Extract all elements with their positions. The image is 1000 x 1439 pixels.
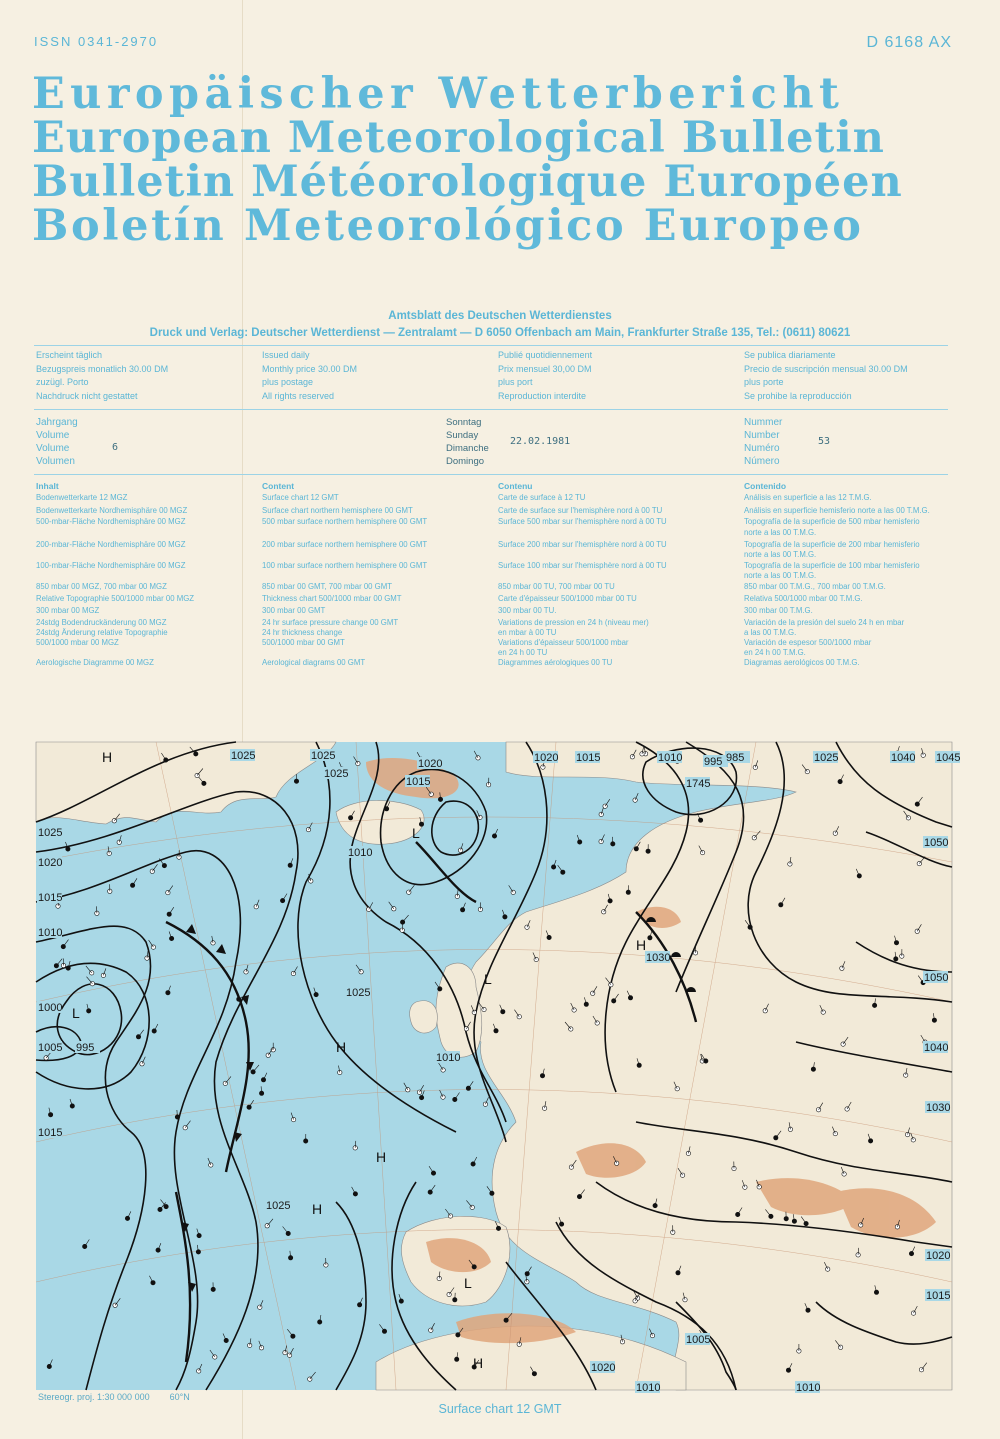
contents-item-es: norte a las 00 T.M.G. bbox=[744, 528, 817, 537]
contents-item-es: Topografía de la superficie de 200 mbar hemisferio bbox=[744, 540, 920, 549]
ireland bbox=[410, 1001, 438, 1033]
info-line: Issued daily bbox=[262, 350, 310, 360]
contents-header: Contenido bbox=[744, 481, 787, 491]
number-labels bbox=[744, 416, 782, 468]
station-marker bbox=[857, 874, 861, 878]
station-marker bbox=[833, 1131, 837, 1135]
contents-item-fr: en mbar à 00 TU bbox=[498, 628, 557, 637]
contents-item-es: Variación de la presión del suelo 24 h en mbar bbox=[744, 618, 905, 627]
wind-barb bbox=[283, 1227, 289, 1234]
high-pressure-centre: H bbox=[336, 1039, 347, 1055]
info-line: plus postage bbox=[262, 377, 314, 387]
isobar-label: 1040 bbox=[891, 752, 916, 764]
station-marker bbox=[244, 970, 248, 974]
station-marker bbox=[464, 1027, 468, 1031]
contents-item-de: 300 mbar 00 MGZ bbox=[36, 606, 100, 615]
map-title-time: 12 GMT bbox=[516, 1402, 562, 1416]
contents-item-de: Aerologische Diagramme 00 MGZ bbox=[36, 658, 154, 667]
station-marker bbox=[266, 1053, 270, 1057]
info-line: Prix mensuel 30,00 DM bbox=[498, 363, 592, 374]
station-marker bbox=[476, 756, 480, 760]
contents-item-en: 500/1000 mbar 00 GMT bbox=[262, 638, 345, 647]
contents-item-fr: Diagrammes aérologiques 00 TU bbox=[498, 658, 613, 667]
low-pressure-centre: L bbox=[464, 1275, 472, 1291]
contents-item-fr: Variations de pression en 24 h (niveau mer) bbox=[498, 618, 649, 627]
isobar-label: 1020 bbox=[591, 1362, 616, 1374]
isobar-label: 1040 bbox=[924, 1042, 949, 1054]
volume-block bbox=[36, 416, 948, 472]
info-line: Publié quotidiennement bbox=[498, 350, 593, 360]
contents-item-en: Surface chart 12 GMT bbox=[262, 493, 339, 502]
contents-item-en: 300 mbar 00 GMT bbox=[262, 606, 326, 615]
station-marker bbox=[569, 1165, 573, 1169]
info-line: Precio de suscripción mensual 30.00 DM bbox=[744, 363, 908, 374]
info-line: zuzügl. Porto bbox=[36, 377, 89, 387]
station-marker bbox=[367, 907, 371, 911]
station-marker bbox=[804, 1221, 808, 1225]
isobar-label: 1010 bbox=[436, 1052, 461, 1064]
high-pressure-centre: H bbox=[102, 749, 113, 765]
contents-item-es: Diagramas aerológicos 00 T.M.G. bbox=[744, 658, 860, 667]
contents-item-fr: 300 mbar 00 TU. bbox=[498, 606, 557, 615]
isobar-label: 1025 bbox=[814, 752, 839, 764]
day-label: Sunday bbox=[446, 430, 479, 441]
isobar-label: 1015 bbox=[38, 892, 63, 904]
station-marker bbox=[906, 816, 910, 820]
contents-item-es: a las 00 T.M.G. bbox=[744, 628, 797, 637]
high-pressure-centre: H bbox=[636, 937, 647, 953]
station-marker bbox=[166, 991, 170, 995]
station-marker bbox=[140, 1062, 144, 1066]
contents-item-es: Topografía de la superficie de 500 mbar hemisferio bbox=[744, 517, 920, 526]
station-marker bbox=[905, 1132, 909, 1136]
station-marker bbox=[113, 1303, 117, 1307]
isobar-label: 1005 bbox=[38, 1042, 63, 1054]
contents-item-en: 850 mbar 00 GMT, 700 mbar 00 GMT bbox=[262, 582, 392, 591]
station-marker bbox=[640, 752, 644, 756]
contents-item-es: norte a las 00 T.M.G. bbox=[744, 571, 817, 580]
low-pressure-centre: L bbox=[412, 825, 420, 841]
surface-chart bbox=[36, 742, 961, 1394]
wind-barb bbox=[430, 1185, 435, 1192]
station-marker bbox=[894, 941, 898, 945]
wind-barb bbox=[253, 1065, 259, 1072]
isobar-label: 1015 bbox=[576, 752, 601, 764]
station-marker bbox=[438, 987, 442, 991]
title-fr: Bulletin Météorologique Européen bbox=[32, 157, 903, 207]
isobar-label: 985 bbox=[726, 752, 745, 764]
low-pressure-centre: L bbox=[484, 971, 492, 987]
contents-item-fr: Surface 200 mbar sur l'hemisphère nord à 00 TU bbox=[498, 540, 667, 549]
wind-barb bbox=[185, 1121, 190, 1128]
contents-item-fr: 850 mbar 00 TU, 700 mbar 00 TU bbox=[498, 582, 615, 591]
isobar-label: 1010 bbox=[636, 1382, 661, 1394]
contents-item-es: 850 mbar 00 T.M.G., 700 mbar 00 T.M.G. bbox=[744, 582, 886, 591]
station-marker bbox=[382, 1329, 386, 1333]
day-label: Sonntag bbox=[446, 417, 482, 428]
contents-item-fr: Surface 500 mbar sur l'hemisphère nord à 00 TU bbox=[498, 517, 667, 526]
divider bbox=[34, 474, 948, 475]
contents-item-en: Aerological diagrams 00 GMT bbox=[262, 658, 366, 667]
station-marker bbox=[841, 1042, 845, 1046]
contents-headers bbox=[36, 481, 948, 492]
info-de bbox=[36, 349, 262, 403]
number-label: Number bbox=[744, 430, 780, 441]
wind-barb bbox=[267, 1219, 273, 1226]
station-marker bbox=[608, 899, 612, 903]
station-marker bbox=[419, 822, 423, 826]
station-marker bbox=[197, 1233, 201, 1237]
station-marker bbox=[874, 1290, 878, 1294]
contents-item-en: 500 mbar surface northern hemisphere 00 GMT bbox=[262, 517, 428, 526]
contents-item-es: Análisis en superficie hemisferio norte a las 00 T.M.G. bbox=[744, 506, 930, 515]
isobar-label: 1030 bbox=[646, 952, 671, 964]
wind-barb bbox=[210, 1350, 215, 1357]
isobar-label: 1050 bbox=[924, 972, 949, 984]
isobar-label: 1025 bbox=[231, 750, 256, 762]
station-marker bbox=[441, 1095, 445, 1099]
contents-item-en: 24 hr surface pressure change 00 GMT bbox=[262, 618, 399, 627]
issue-number: 53 bbox=[818, 436, 831, 447]
station-marker bbox=[653, 1203, 657, 1207]
contents-item-fr: Variations d'épaisseur 500/1000 mbar bbox=[498, 638, 629, 647]
wind-barb bbox=[409, 885, 415, 892]
isobar-label: 995 bbox=[76, 1042, 95, 1054]
volume-label: Volume bbox=[36, 430, 70, 441]
contents-item-es: en 24 h 00 T.M.G. bbox=[744, 648, 806, 657]
map-title-text: Surface chart bbox=[438, 1402, 513, 1416]
isobar-label: 995 bbox=[704, 756, 723, 768]
wind-barb bbox=[445, 1209, 450, 1216]
wind-barb bbox=[468, 1081, 473, 1088]
station-marker bbox=[599, 812, 603, 816]
isobar-label: 1015 bbox=[38, 1127, 63, 1139]
wind-barb bbox=[63, 940, 68, 947]
station-marker bbox=[478, 815, 482, 819]
contents-item-fr: en 24 h 00 TU bbox=[498, 648, 548, 657]
high-pressure-centre: H bbox=[312, 1201, 323, 1217]
isobar-label: 1020 bbox=[534, 752, 559, 764]
station-marker bbox=[577, 1194, 581, 1198]
info-line: Nachdruck nicht gestattet bbox=[36, 390, 138, 401]
station-marker bbox=[406, 1088, 410, 1092]
surface-chart-svg bbox=[36, 742, 961, 1394]
isobar-label: 1015 bbox=[406, 776, 431, 788]
isobar-label: 1050 bbox=[924, 837, 949, 849]
wind-barb bbox=[85, 1240, 90, 1247]
volume-label: Jahrgang bbox=[36, 417, 78, 428]
contents-item-de: 24stdg Bodendruckänderung 00 MGZ bbox=[36, 618, 167, 627]
info-line: plus porte bbox=[744, 377, 784, 387]
station-marker bbox=[428, 1190, 432, 1194]
number-label: Numéro bbox=[744, 443, 780, 454]
title-es: Boletín Meteorológico Europeo bbox=[32, 201, 864, 251]
isobar-label: 1010 bbox=[796, 1382, 821, 1394]
contents-item-fr: Surface 100 mbar sur l'hemisphère nord à 00 TU bbox=[498, 561, 667, 570]
contents-item-es: norte a las 00 T.M.G. bbox=[744, 550, 817, 559]
info-line: Erscheint täglich bbox=[36, 350, 103, 360]
isobar-label: 1010 bbox=[658, 752, 683, 764]
issn: ISSN 0341-2970 bbox=[34, 34, 159, 49]
station-marker bbox=[833, 831, 837, 835]
high-pressure-centre: H bbox=[473, 1355, 484, 1371]
day-labels bbox=[446, 416, 489, 468]
wind-barb bbox=[389, 902, 394, 909]
contents-item-de: 24stdg Änderung relative Topographie bbox=[36, 628, 168, 637]
station-marker bbox=[156, 1248, 160, 1252]
title-block bbox=[32, 69, 952, 251]
contents-item-de: Relative Topographie 500/1000 mbar 00 MGZ bbox=[36, 594, 195, 603]
station-marker bbox=[517, 1342, 521, 1346]
contents-item-de: 200-mbar-Fläche Nordhemisphäre 00 MGZ bbox=[36, 540, 186, 549]
contents-item-de: 850 mbar 00 MGZ, 700 mbar 00 MGZ bbox=[36, 582, 167, 591]
station-marker bbox=[615, 1161, 619, 1165]
contents-item-en: Surface chart northern hemisphere 00 GMT bbox=[262, 506, 413, 515]
info-line: Se publica diariamente bbox=[744, 350, 836, 360]
wind-barb bbox=[435, 982, 440, 989]
wind-barb bbox=[487, 1186, 492, 1193]
title-en: European Meteorological Bulletin bbox=[32, 113, 885, 163]
isobar-label: 1025 bbox=[324, 768, 349, 780]
station-marker bbox=[748, 925, 752, 929]
station-marker bbox=[429, 792, 433, 796]
station-marker bbox=[559, 1222, 563, 1226]
contents-item-en: 100 mbar surface northern hemisphere 00 GMT bbox=[262, 561, 428, 570]
wind-barb bbox=[455, 1093, 460, 1100]
contents-header: Inhalt bbox=[36, 481, 59, 491]
station-marker bbox=[447, 1292, 451, 1296]
contents-item-es: 300 mbar 00 T.M.G. bbox=[744, 606, 813, 615]
wind-barb bbox=[225, 1076, 231, 1083]
isobar-label: 1020 bbox=[418, 758, 443, 770]
title-de: Europäischer Wetterbericht bbox=[32, 69, 845, 119]
wind-barb bbox=[356, 965, 361, 972]
wind-barb bbox=[169, 907, 174, 914]
station-marker bbox=[525, 925, 529, 929]
station-marker bbox=[291, 1117, 295, 1121]
wind-barb bbox=[558, 865, 563, 872]
contents-item-es: Variación de espesor 500/1000 mbar bbox=[744, 638, 872, 647]
volume-label: Volume bbox=[36, 443, 70, 454]
station-marker bbox=[348, 816, 352, 820]
doc-number: D 6168 AX bbox=[866, 34, 952, 51]
volume-label: Volumen bbox=[36, 456, 75, 467]
day-label: Dimanche bbox=[446, 443, 489, 454]
info-block bbox=[36, 349, 948, 403]
wind-barb bbox=[86, 966, 92, 973]
station-marker bbox=[83, 1244, 87, 1248]
isobar-label: 1015 bbox=[926, 1290, 951, 1302]
info-line: Se prohibe la reproducción bbox=[744, 390, 852, 401]
isobar-label: 1025 bbox=[38, 827, 63, 839]
station-marker bbox=[101, 973, 105, 977]
info-fr bbox=[498, 349, 744, 403]
high-pressure-centre: H bbox=[376, 1149, 387, 1165]
station-marker bbox=[676, 1271, 680, 1275]
station-marker bbox=[136, 1035, 140, 1039]
contents-item-de: 500/1000 mbar 00 MGZ bbox=[36, 638, 119, 647]
station-marker bbox=[47, 1364, 51, 1368]
day-label: Domingo bbox=[446, 456, 485, 467]
contents-item-de: 500-mbar-Fläche Nordhemisphäre 00 MGZ bbox=[36, 517, 186, 526]
wind-barb bbox=[87, 977, 93, 984]
issue-date: 22.02.1981 bbox=[510, 436, 571, 447]
station-marker bbox=[471, 1162, 475, 1166]
isobar-label: 1030 bbox=[926, 1102, 951, 1114]
isobar-label: 1025 bbox=[311, 750, 336, 762]
wind-barb bbox=[115, 1298, 120, 1305]
contents-item-fr: Carte d'épaisseur 500/1000 mbar 00 TU bbox=[498, 594, 637, 603]
info-line: Reproduction interdite bbox=[498, 390, 587, 401]
divider bbox=[34, 409, 948, 410]
info-line: All rights reserved bbox=[262, 390, 335, 401]
isobar-label: 1000 bbox=[38, 1002, 63, 1014]
wind-barb bbox=[149, 940, 154, 947]
station-marker bbox=[494, 1029, 498, 1033]
header-line bbox=[34, 34, 952, 52]
contents-header: Contenu bbox=[498, 481, 533, 491]
station-marker bbox=[431, 1171, 435, 1175]
low-pressure-centre: L bbox=[72, 1005, 80, 1021]
number-label: Número bbox=[744, 456, 780, 467]
isobar-label: 1020 bbox=[38, 857, 63, 869]
contents-item-en: Thickness chart 500/1000 mbar 00 GMT bbox=[262, 594, 402, 603]
station-marker bbox=[261, 1078, 265, 1082]
info-en bbox=[262, 349, 498, 403]
isobar-label: 1005 bbox=[686, 1334, 711, 1346]
wind-barb bbox=[287, 1329, 293, 1336]
number-label: Nummer bbox=[744, 417, 783, 428]
wind-barb bbox=[152, 864, 157, 871]
divider bbox=[34, 345, 948, 346]
wind-barb bbox=[139, 1030, 144, 1037]
publisher-line2: Druck und Verlag: Deutscher Wetterdienst — Zentralamt — D 6050 Offenbach am Main, Frankfurter Straße 135, Tel.: (0611) 80621 bbox=[149, 327, 851, 339]
contents-item-de: Bodenwetterkarte 12 MGZ bbox=[36, 493, 128, 502]
contents-item-es: Relativa 500/1000 mbar 00 T.M.G. bbox=[744, 594, 863, 603]
wind-barb bbox=[403, 915, 409, 922]
station-marker bbox=[357, 1303, 361, 1307]
info-line: Bezugspreis monatlich 30.00 DM bbox=[36, 363, 169, 374]
station-marker bbox=[637, 1063, 641, 1067]
projection-label: Stereogr. proj. 1:30 000 000 bbox=[38, 1392, 150, 1402]
latitude-label: 60°N bbox=[169, 1392, 190, 1402]
info-line: plus port bbox=[498, 377, 533, 387]
station-marker bbox=[909, 1251, 913, 1255]
isobar-label: 1045 bbox=[936, 752, 961, 764]
wind-barb bbox=[466, 1200, 472, 1207]
info-line: Monthly price 30.00 DM bbox=[262, 363, 358, 374]
contents-item-es: Topografía de la superficie de 100 mbar hemisferio bbox=[744, 561, 920, 570]
isobar-label: 1745 bbox=[686, 778, 711, 790]
station-marker bbox=[503, 915, 507, 919]
contents-item-de: 100-mbar-Fläche Nordhemisphäre 00 MGZ bbox=[36, 561, 186, 570]
station-marker bbox=[561, 870, 565, 874]
contents-item-en: 24 hr thickness change bbox=[262, 628, 343, 637]
isobar-label: 1025 bbox=[346, 987, 371, 999]
info-es bbox=[744, 349, 948, 403]
contents-item-en: 200 mbar surface northern hemisphere 00 GMT bbox=[262, 540, 428, 549]
station-marker bbox=[254, 905, 258, 909]
wind-barb bbox=[310, 1372, 316, 1379]
wind-barb bbox=[379, 1324, 384, 1331]
station-marker bbox=[259, 1346, 263, 1350]
station-marker bbox=[419, 1095, 423, 1099]
isobar-label: 1010 bbox=[348, 847, 373, 859]
station-marker bbox=[167, 912, 171, 916]
isobar-label: 1025 bbox=[266, 1200, 291, 1212]
volume-value: 6 bbox=[112, 442, 119, 453]
volume-labels bbox=[36, 416, 78, 468]
station-marker bbox=[466, 1086, 470, 1090]
contents-item-es: Análisis en superficie a las 12 T.M.G. bbox=[744, 493, 872, 502]
wind-barb bbox=[605, 799, 610, 806]
station-marker bbox=[620, 1340, 624, 1344]
station-marker bbox=[511, 890, 515, 894]
station-marker bbox=[753, 765, 757, 769]
station-marker bbox=[456, 1333, 460, 1337]
land-layer bbox=[36, 742, 952, 1390]
publisher-block bbox=[30, 308, 970, 342]
station-marker bbox=[70, 1104, 74, 1108]
contents-item-fr: Carte de surface sur l'hemisphère nord à 00 TU bbox=[498, 506, 663, 515]
isobar-label: 1020 bbox=[926, 1250, 951, 1262]
wind-barb bbox=[168, 886, 173, 893]
station-marker bbox=[921, 753, 925, 757]
contents-item-fr: Carte de surface à 12 TU bbox=[498, 493, 586, 502]
contents-item-de: Bodenwetterkarte Nordhemisphäre 00 MGZ bbox=[36, 506, 188, 515]
station-marker bbox=[698, 818, 702, 822]
map-title bbox=[0, 1402, 1000, 1416]
map-footer bbox=[38, 1392, 190, 1402]
isobar-label: 1010 bbox=[38, 927, 63, 939]
contents-header: Content bbox=[262, 481, 295, 491]
station-marker bbox=[490, 1191, 494, 1195]
publisher-line1: Amtsblatt des Deutschen Wetterdienstes bbox=[388, 310, 612, 322]
